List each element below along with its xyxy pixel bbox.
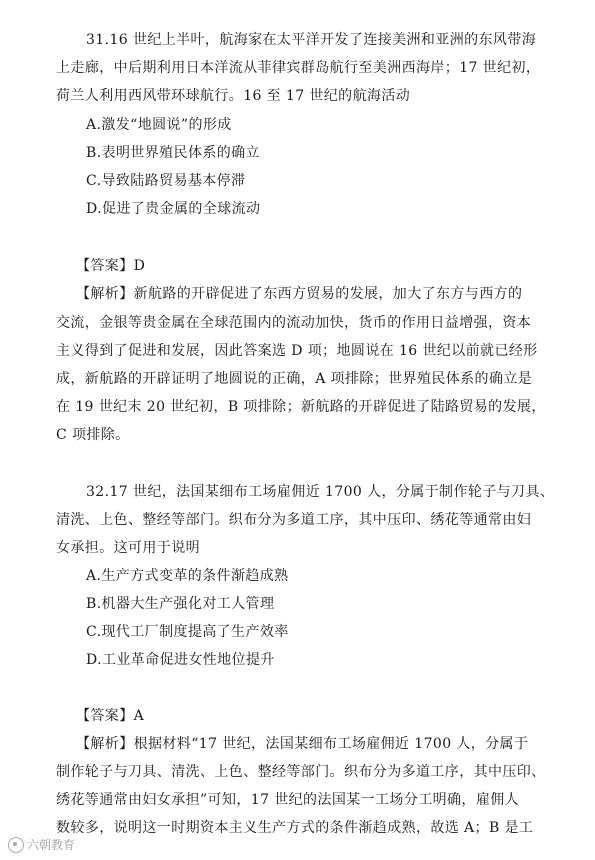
q31-analysis-line-3: 主义得到了促进和发展，因此答案选 D 项；地圆说在 16 世纪以前就已经形 (56, 343, 538, 359)
q32-option-a: A.生产方式变革的条件渐趋成熟 (86, 568, 289, 584)
watermark (8, 836, 75, 853)
q31-analysis-line-5: 在 19 世纪末 20 世纪初，B 项排除；新航路的开辟促进了陆路贸易的发展， (56, 399, 546, 415)
q31-option-d: D.促进了贵金属的全球流动 (86, 201, 261, 217)
watermark-text: 六朝教育 (27, 838, 76, 852)
q32-option-b: B.机器大生产强化对工人管理 (86, 596, 275, 612)
q31-stem-line-3: 荷兰人利用西风带环球航行。16 至 17 世纪的航海活动 (56, 88, 411, 104)
q31-analysis-line-6: C 项排除。 (56, 427, 130, 443)
q32-analysis-line-3: 绣花等通常由妇女承担”可知，17 世纪的法国某一工场分工明确，雇佣人 (56, 792, 520, 808)
q32-stem-line-2: 清洗、上色、整经等部门。织布分为多道工序，其中压印、绣花等通常由妇 (56, 512, 532, 528)
watermark-logo-icon (8, 837, 24, 853)
q31-answer: 【答案】D (76, 258, 146, 274)
q32-stem-line-3: 女承担。这可用于说明 (56, 540, 200, 556)
q32-option-d: D.工业革命促进女性地位提升 (86, 652, 275, 668)
q32-option-c: C.现代工厂制度提高了生产效率 (86, 624, 289, 640)
q32-stem-line-1: 32.17 世纪，法国某细布工场雇佣近 1700 人，分属于制作轮子与刀具、 (86, 484, 555, 500)
q31-stem-line-1: 31.16 世纪上半叶，航海家在太平洋开发了连接美洲和亚洲的东风带海 (86, 32, 537, 48)
q32-analysis-line-1: 【解析】根据材料“17 世纪，法国某细布工场雇佣近 1700 人，分属于 (76, 736, 529, 752)
q31-option-b: B.表明世界殖民体系的确立 (86, 145, 260, 161)
q31-analysis-line-4: 成，新航路的开辟证明了地圆说的正确，A 项排除；世界殖民体系的确立是 (56, 371, 533, 387)
q32-analysis-line-2: 制作轮子与刀具、清洗、上色、整经等部门。织布分为多道工序，其中压印、 (56, 764, 546, 780)
q31-analysis-line-2: 交流，金银等贵金属在全球范围内的流动加快，货币的作用日益增强，资本 (56, 315, 532, 331)
q32-analysis-line-4: 数较多，说明这一时期资本主义生产方式的条件渐趋成熟，故选 A；B 是工 (56, 820, 534, 836)
q31-analysis-line-1: 【解析】新航路的开辟促进了东西方贸易的发展，加大了东方与西方的 (76, 286, 523, 302)
q31-option-a: A.激发“地圆说”的形成 (86, 117, 232, 133)
q31-stem-line-2: 上走廊，中后期利用日本洋流从菲律宾群岛航行至美洲西海岸；17 世纪初， (56, 60, 541, 76)
q32-answer: 【答案】A (76, 708, 145, 724)
q31-option-c: C.导致陆路贸易基本停滞 (86, 173, 246, 189)
